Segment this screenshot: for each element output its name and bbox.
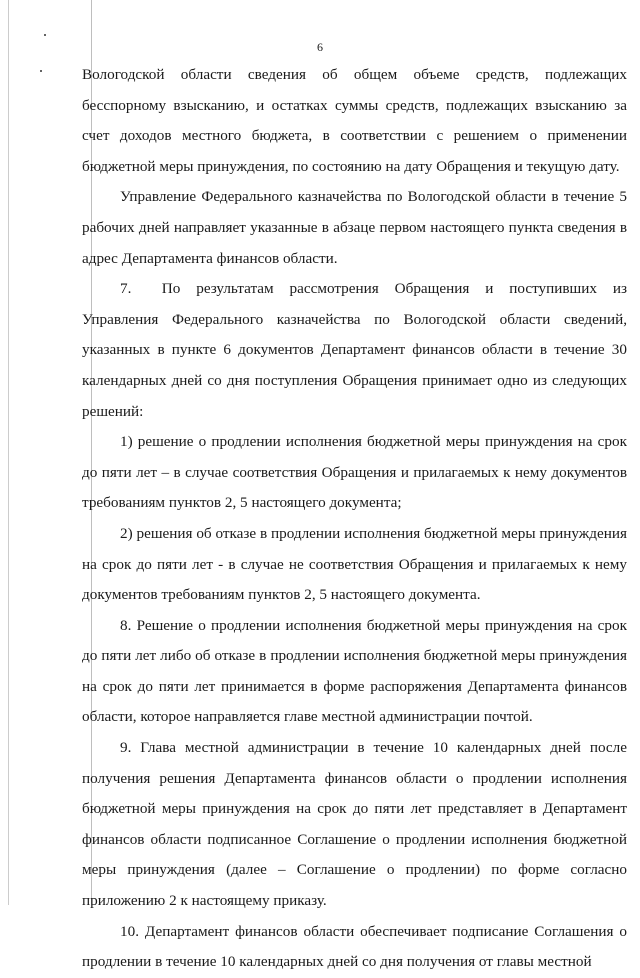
paragraph: Управление Федерального казначейства по Вологодской области в течение 5 рабочих дней направляет указанные в абзаце первом настоящего пункта сведения в адрес Департамента финансов области. <box>82 188 627 267</box>
paragraph-subitem-2: 2) решения об отказе в продлении исполнения бюджетной меры принуждения на срок до пяти лет - в случае не соответствия Обращения и прилагаемых к нему документов требованиям пунктов 2, 5 настоящего документа. <box>82 524 627 604</box>
paragraph-continuation: Вологодской области сведения об общем объеме средств, подлежащих бесспорному взысканию, и остатках суммы средств, подлежащих взысканию за счет доходов местного бюджета, в соответствии с решением о применении бюджетной меры принуждения, по состоянию на дату Обращения и текущую дату. <box>82 66 627 175</box>
document-body <box>82 60 627 978</box>
paragraph-item-10: 10. Департамент финансов области обеспечивает подписание Соглашения о продлении в течение 10 календарных дней со дня получения от главы местной <box>82 922 627 971</box>
scan-speck <box>44 34 46 36</box>
scan-speck <box>40 70 42 72</box>
paragraph-item-7: 7. По результатам рассмотрения Обращения и поступивших из Управления Федерального казначейства по Вологодской области сведений, указанных в пункте 6 документов Департамент финансов области в течение 30 календарных дней со дня поступления Обращения принимает одно из следующих решений: <box>82 280 627 420</box>
scan-edge-left <box>8 0 9 905</box>
paragraph-item-9: 9. Глава местной администрации в течение 10 календарных дней после получения решения Департамента финансов области о продлении исполнения бюджетной меры принуждения на срок до пяти лет представляет в Департамент финансов области подписанное Соглашение о продлении исполнения бюджетной меры принуждения (далее – Соглашение о продлении) по форме согласно приложению 2 к настоящему приказу. <box>82 739 627 910</box>
paragraph-subitem-1: 1) решение о продлении исполнения бюджетной меры принуждения на срок до пяти лет – в случае соответствия Обращения и прилагаемых к нему документов требованиям пунктов 2, 5 настоящего документа; <box>82 433 627 512</box>
paragraph-item-8: 8. Решение о продлении исполнения бюджетной меры принуждения на срок до пяти лет либо об отказе в продлении исполнения бюджетной меры принуждения на срок до пяти лет принимается в форме распоряжения Департамента финансов области, которое направляется главе местной администрации почтой. <box>82 616 627 726</box>
page-number: 6 <box>317 40 323 54</box>
